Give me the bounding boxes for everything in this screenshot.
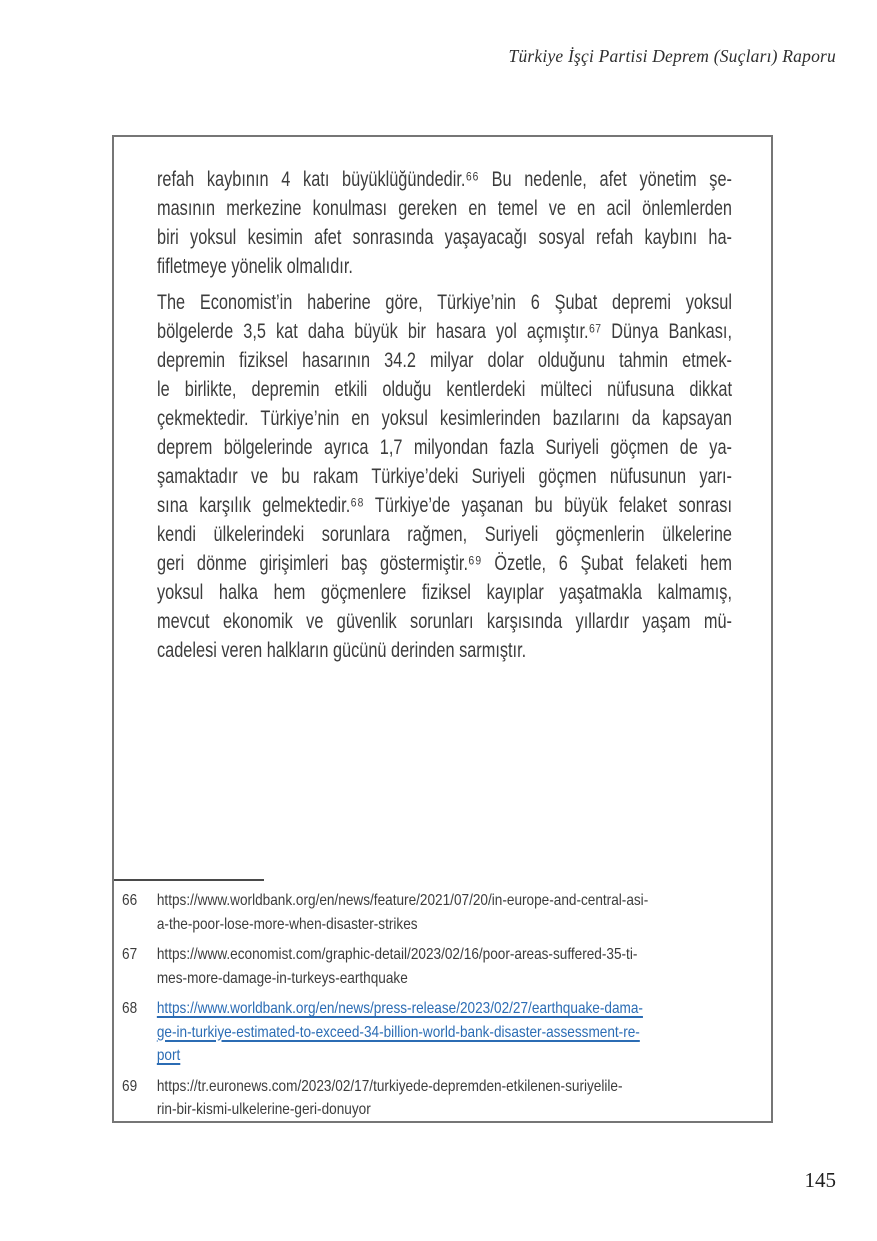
footnote-number: 68 [122,1000,138,1017]
footnote-list [122,889,757,1129]
paragraph [157,288,732,665]
footnote-line: mes-more-damage-in-turkeys-earthquake [156,969,408,987]
body-text-line: çekmektedir. Türkiye’nin en yoksul kesimlerinden bazılarını da kapsayan [157,407,732,430]
page-number: 145 [804,1168,836,1192]
body-text-line: geri dönme girişimleri baş göstermiştir.⁶⁹ Özetle, 6 Şubat felaketi hem [157,552,732,575]
body-text-line: masının merkezine konulması gereken en temel ve en acil önlemlerden [157,197,732,220]
body-text-line: deprem bölgelerinde ayrıca 1,7 milyondan fazla Suriyeli göçmen de ya- [157,436,732,459]
body-text-line: yoksul halka hem göçmenlere fiziksel kayıplar yaşatmakla kalmamış, [157,581,732,604]
footnote-item [122,1075,757,1122]
footnote-line[interactable]: ge-in-turkiye-estimated-to-exceed-34-billion-world-bank-disaster-assessment-re- [156,1023,640,1041]
footnote-item [122,943,757,990]
body-text-line: bölgelerde 3,5 kat daha büyük bir hasara yol açmıştır.⁶⁷ Dünya Bankası, [157,320,732,343]
body-paragraphs [157,165,732,672]
footnote-item [122,889,757,936]
footnote-number: 66 [122,892,138,909]
footnote-line: https://www.economist.com/graphic-detail/2023/02/16/poor-areas-suffered-35-ti- [156,946,638,963]
report-title-header: Türkiye İşçi Partisi Deprem (Suçları) Raporu [508,46,836,66]
footnote-url-link[interactable] [157,997,757,1068]
footnote-url-text [157,943,757,990]
footnote-line: https://www.worldbank.org/en/news/feature/2021/07/20/in-europe-and-central-asi- [156,892,649,909]
body-text-line: biri yoksul kesimin afet sonrasında yaşayacağı sosyal refah kaybını ha- [157,226,732,249]
body-text-line: refah kaybının 4 katı büyüklüğündedir.⁶⁶ Bu nedenle, afet yönetim şe- [157,168,732,191]
body-text-line: cadelesi veren halkların gücünü derinden sarmıştır. [157,639,527,662]
footnote-line: rin-bir-kismi-ulkelerine-geri-donuyor [156,1101,371,1118]
footnote-line[interactable]: port [156,1047,181,1064]
body-text-line: depremin fiziksel hasarının 34.2 milyar dolar olduğunu tahmin etmek- [157,349,732,372]
body-text-line: şamaktadır ve bu rakam Türkiye’deki Suriyeli göçmen nüfusunun yarı- [157,465,732,488]
footnote-line[interactable]: https://www.worldbank.org/en/news/press-release/2023/02/27/earthquake-dama- [156,1000,643,1017]
footnote-item [122,997,757,1068]
body-text-line: The Economist’in haberine göre, Türkiye’nin 6 Şubat depremi yoksul [157,291,732,314]
body-text-line: mevcut ekonomik ve güvenlik sorunları karşısında yıllardır yaşam mü- [157,610,732,633]
footnote-url-text [157,1075,757,1122]
footnote-url-text [157,889,757,936]
body-text-line: le birlikte, depremin etkili olduğu kentlerdeki mülteci nüfusuna dikkat [157,378,732,401]
footnote-separator [114,879,264,881]
content-frame [112,135,773,1123]
paragraph [157,165,732,281]
body-text-line: fifletmeye yönelik olmalıdır. [157,255,353,278]
body-text-line: kendi ülkelerindeki sorunlara rağmen, Suriyeli göçmenlerin ülkelerine [157,523,732,546]
footnote-line: a-the-poor-lose-more-when-disaster-strikes [156,915,418,933]
footnote-number: 67 [122,946,138,963]
footnote-line: https://tr.euronews.com/2023/02/17/turkiyede-depremden-etkilenen-suriyelile- [156,1077,623,1095]
body-text-line: sına karşılık gelmektedir.⁶⁸ Türkiye’de yaşanan bu büyük felaket sonrası [157,494,732,517]
footnote-number: 69 [122,1077,138,1095]
